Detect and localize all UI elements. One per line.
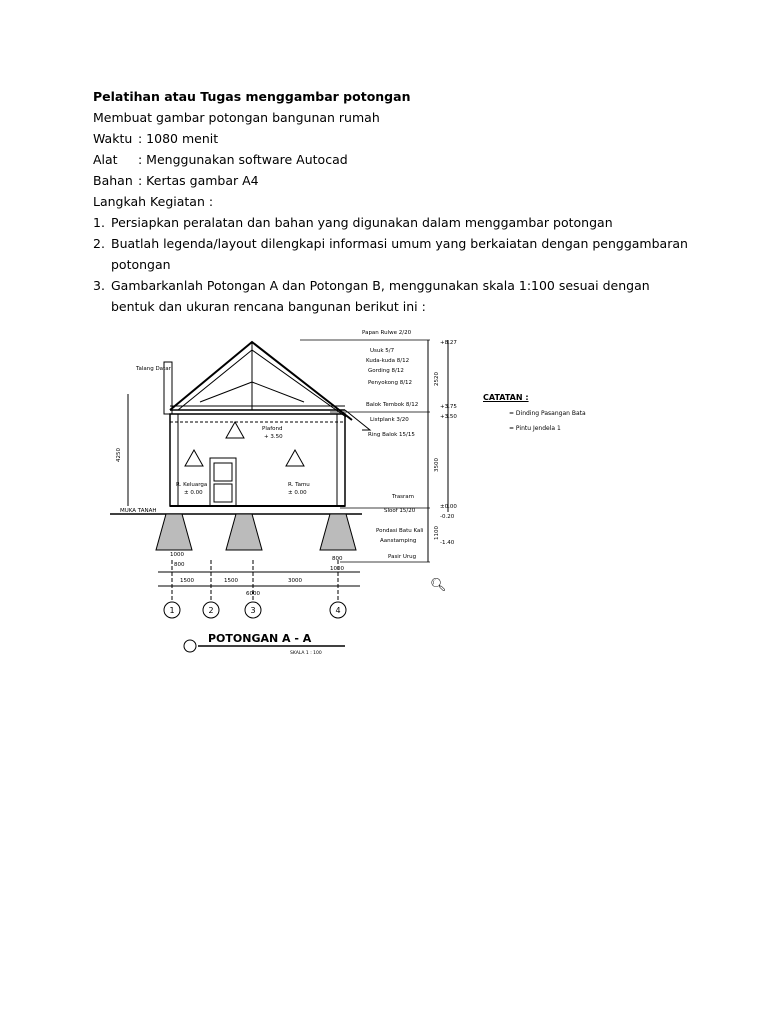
info-value: : 1080 menit: [138, 131, 219, 146]
dimension-text: 1500: [180, 578, 194, 584]
intro-text: Membuat gambar potongan bangunan rumah: [93, 110, 380, 125]
label-rafter: Usuk 5/7: [370, 348, 395, 354]
plafond-level: + 3.50: [264, 434, 283, 440]
document-title: Pelatihan atau Tugas menggambar potongan: [93, 89, 411, 104]
label-truss: Kuda-kuda 8/12: [366, 358, 410, 364]
info-key: Alat: [93, 152, 118, 167]
step-text: Gambarkanlah Potongan A dan Potongan B, menggunakan skala 1:100 sesuai dengan bentuk dan ukuran rencana bangunan berikut ini :: [111, 278, 650, 314]
label-sand: Pasir Urug: [388, 554, 417, 560]
info-key: Bahan: [93, 173, 133, 188]
room-tag: [286, 450, 304, 466]
label-ring-beam: Ring Balok 15/15: [368, 432, 415, 438]
room-name: R. Tamu: [288, 482, 310, 488]
info-key: Waktu: [93, 131, 133, 146]
axis-label: 1: [169, 606, 175, 615]
note-item: [483, 425, 593, 432]
level-mark: ±0.00: [440, 504, 457, 510]
door-panel: [214, 463, 232, 481]
roof-strut: [200, 382, 252, 402]
info-row-time: [93, 128, 693, 149]
label-brace: Penyokong 8/12: [368, 380, 413, 386]
step-text: Persiapkan peralatan dan bahan yang digunakan dalam menggambar potongan: [111, 215, 613, 230]
dimension-text: 800: [174, 562, 185, 568]
dimension-text: 800: [332, 556, 343, 562]
roof-strut: [252, 382, 304, 402]
label-gutter: Talang Datar: [136, 366, 171, 372]
label-sloof: Sloof 15/20: [384, 508, 416, 514]
foundation: [226, 514, 262, 550]
section-drawing-svg: [100, 322, 480, 660]
level-mark: +3.50: [440, 414, 457, 420]
dimension-text: 3000: [288, 578, 302, 584]
step-number: 1.: [93, 215, 105, 230]
steps-heading: Langkah Kegiatan :: [93, 194, 214, 209]
drawing-scale: SKALA 1 : 100: [290, 651, 322, 656]
info-row-tool: [93, 149, 693, 170]
label-wall-beam: Balok Tembok 8/12: [366, 402, 419, 408]
dimension-text: 1500: [224, 578, 238, 584]
level-mark: -0.20: [440, 514, 455, 520]
dimension-text: 6000: [246, 591, 260, 597]
roof-outline: [170, 342, 352, 420]
room-level: ± 0.00: [184, 490, 203, 496]
room-level: ± 0.00: [288, 490, 307, 496]
dimension-text: 3500: [434, 458, 440, 472]
info-row-material: [93, 170, 693, 191]
room-tag: [226, 422, 244, 438]
level-mark: +3.75: [440, 404, 457, 410]
info-value: : Kertas gambar A4: [138, 173, 259, 188]
list-item: [93, 233, 693, 275]
notes-title: CATATAN :: [483, 393, 529, 402]
magnifier-icon[interactable]: 🔍︎: [430, 578, 447, 593]
foundation: [156, 514, 192, 550]
plafond-name: Plafond: [262, 426, 283, 432]
dimension-text: 2520: [434, 372, 440, 386]
steps-list: [93, 212, 693, 317]
info-value: : Menggunakan software Autocad: [138, 152, 348, 167]
label-purlin: Gording 8/12: [368, 368, 404, 374]
door-panel: [214, 484, 232, 502]
note-text: = Pintu Jendela 1: [509, 425, 561, 432]
room-name: R. Keluarga: [176, 482, 208, 488]
notes-legend: [483, 393, 593, 453]
label-foundation: Pondasi Batu Kali: [376, 528, 424, 534]
step-text: Buatlah legenda/layout dilengkapi informasi umum yang berkaiatan dengan penggambaran potongan: [111, 236, 688, 272]
document-body: [93, 86, 693, 317]
dimension-text: 1100: [434, 526, 440, 540]
axis-label: 4: [335, 606, 341, 615]
note-item: [483, 410, 593, 417]
level-mark: -1.40: [440, 540, 455, 546]
list-item: [93, 275, 693, 317]
section-drawing: [100, 322, 480, 660]
room-tag: [185, 450, 203, 466]
dimension-text: 1000: [330, 566, 344, 572]
label-ground-level: MUKA TANAH: [120, 508, 157, 514]
dimension-text: 4250: [116, 448, 122, 462]
foundation: [320, 514, 356, 550]
axis-label: 2: [208, 606, 214, 615]
dimension-text: 1000: [170, 552, 184, 558]
label-ridge-board: Papan Rulwe 2/20: [362, 330, 412, 336]
label-trasram: Trasram: [392, 494, 415, 500]
step-number: 3.: [93, 278, 105, 293]
drawing-title: POTONGAN A - A: [208, 632, 312, 645]
axis-label: 3: [250, 606, 256, 615]
step-number: 2.: [93, 236, 105, 251]
label-listplank: Listplank 3/20: [370, 417, 409, 423]
note-text: = Dinding Pasangan Bata: [509, 410, 586, 417]
list-item: [93, 212, 693, 233]
eave-right: [345, 410, 370, 430]
label-aanstamping: Aanstamping: [380, 538, 417, 544]
north-arrow-icon: [184, 640, 196, 652]
level-mark: +8.27: [440, 340, 457, 346]
